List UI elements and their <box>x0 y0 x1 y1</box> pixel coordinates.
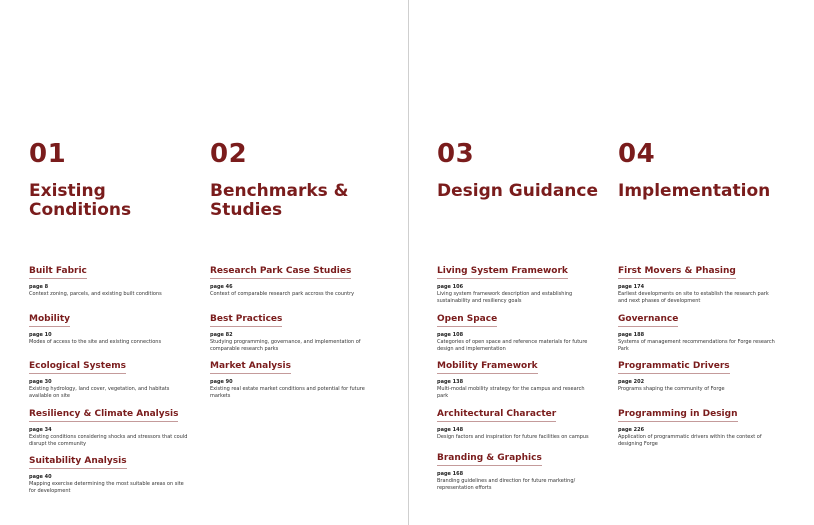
toc-item[interactable] <box>29 401 189 448</box>
toc-item-title[interactable]: Market Analysis <box>210 361 291 374</box>
section-01 <box>29 139 199 494</box>
toc-item-desc: Context zoning, parcels, and existing built conditions <box>29 291 162 297</box>
toc-item-page: page 188 <box>618 332 645 338</box>
toc-item-title[interactable]: Open Space <box>437 314 497 327</box>
toc-item-desc: Existing real estate market conditions and potential for future markets <box>210 386 365 399</box>
toc-item-desc: Existing hydrology, land cover, vegetation, and habitats available on site <box>29 386 170 399</box>
toc-item[interactable] <box>618 258 778 305</box>
toc-item-page: page 174 <box>618 284 645 290</box>
section-title: Existing Conditions <box>29 181 132 220</box>
toc-item-title[interactable]: Mobility Framework <box>437 361 538 374</box>
toc-item-title[interactable]: Best Practices <box>210 314 282 327</box>
toc-item-desc: Modes of access to the site and existing connections <box>29 339 162 345</box>
toc-item-title[interactable]: Programmatic Drivers <box>618 361 730 374</box>
toc-item-title[interactable]: Living System Framework <box>437 266 568 279</box>
toc-item-title[interactable]: First Movers & Phasing <box>618 266 736 279</box>
toc-item-desc: Application of programmatic drivers within the context of designing Forge <box>618 434 762 447</box>
toc-item[interactable] <box>29 353 189 400</box>
toc-item-desc: Living system framework description and establishing sustainability and resiliency goals <box>437 291 573 304</box>
section-title: Implementation <box>618 181 771 201</box>
section-number: 03 <box>437 139 475 169</box>
toc-item-desc: Categories of open space and reference materials for future design and implementation <box>437 339 588 352</box>
toc-item[interactable] <box>210 353 370 400</box>
toc-item-page: page 108 <box>437 332 464 338</box>
toc-item-title[interactable]: Ecological Systems <box>29 361 126 374</box>
toc-item-page: page 8 <box>29 284 49 290</box>
toc-item[interactable] <box>437 306 597 353</box>
page-gutter <box>408 0 409 525</box>
toc-item-title[interactable]: Built Fabric <box>29 266 87 279</box>
toc-item-desc: Earliest developments on site to establish the research park and next phases of development <box>618 291 769 304</box>
section-number: 01 <box>29 139 67 169</box>
toc-item[interactable] <box>437 445 597 492</box>
toc-item-page: page 148 <box>437 427 464 433</box>
toc-item-page: page 138 <box>437 379 464 385</box>
section-02 <box>210 139 380 399</box>
toc-item-page: page 40 <box>29 474 52 480</box>
toc-item-desc: Design factors and inspiration for future facilities on campus <box>437 434 589 440</box>
toc-item[interactable] <box>29 448 189 495</box>
toc-item-page: page 168 <box>437 471 464 477</box>
toc-item-page: page 34 <box>29 427 52 433</box>
toc-item-title[interactable]: Resiliency & Climate Analysis <box>29 409 178 422</box>
section-04 <box>618 139 788 447</box>
toc-item-title[interactable]: Governance <box>618 314 678 327</box>
toc-item-page: page 10 <box>29 332 52 338</box>
toc-item-desc: Existing conditions considering shocks and stressors that could disrupt the community <box>29 434 188 447</box>
toc-item[interactable] <box>437 353 597 400</box>
toc-item-title[interactable]: Suitability Analysis <box>29 456 127 469</box>
toc-item-title[interactable]: Branding & Graphics <box>437 453 542 466</box>
toc-item-desc: Context of comparable research park accross the country <box>210 291 355 297</box>
toc-item-page: page 46 <box>210 284 233 290</box>
toc-item-desc: Branding guidelines and direction for future marketing/ representation efforts <box>437 478 576 491</box>
toc-item-desc: Programs shaping the community of Forge <box>618 386 725 392</box>
toc-item-desc: Mapping exercise determining the most suitable areas on site for development <box>29 481 184 494</box>
toc-item-page: page 106 <box>437 284 464 290</box>
toc-item-desc: Studying programming, governance, and implementation of comparable research parks <box>210 339 361 352</box>
toc-item[interactable] <box>618 306 778 353</box>
toc-item[interactable] <box>210 258 370 298</box>
section-number: 04 <box>618 139 656 169</box>
toc-item-title[interactable]: Mobility <box>29 314 70 327</box>
toc-item-page: page 90 <box>210 379 233 385</box>
toc-item[interactable] <box>618 401 778 448</box>
toc-item-desc: Systems of management recommendations for Forge research Park <box>618 339 775 352</box>
toc-item[interactable] <box>210 306 370 353</box>
toc-item-title[interactable]: Programming in Design <box>618 409 738 422</box>
toc-item[interactable] <box>29 306 189 346</box>
toc-item[interactable] <box>618 353 778 393</box>
toc-item-desc: Multi-modal mobility strategy for the campus and research park <box>437 386 585 399</box>
toc-item-title[interactable]: Research Park Case Studies <box>210 266 351 279</box>
section-title: Benchmarks & Studies <box>210 181 349 220</box>
toc-item-page: page 202 <box>618 379 645 385</box>
toc-item-page: page 226 <box>618 427 645 433</box>
toc-item-page: page 82 <box>210 332 233 338</box>
section-title: Design Guidance <box>437 181 599 201</box>
toc-item[interactable] <box>437 258 597 305</box>
toc-item-page: page 30 <box>29 379 52 385</box>
section-03 <box>437 139 607 491</box>
toc-item-title[interactable]: Architectural Character <box>437 409 556 422</box>
section-number: 02 <box>210 139 248 169</box>
toc-item[interactable] <box>29 258 189 298</box>
toc-item[interactable] <box>437 401 597 441</box>
